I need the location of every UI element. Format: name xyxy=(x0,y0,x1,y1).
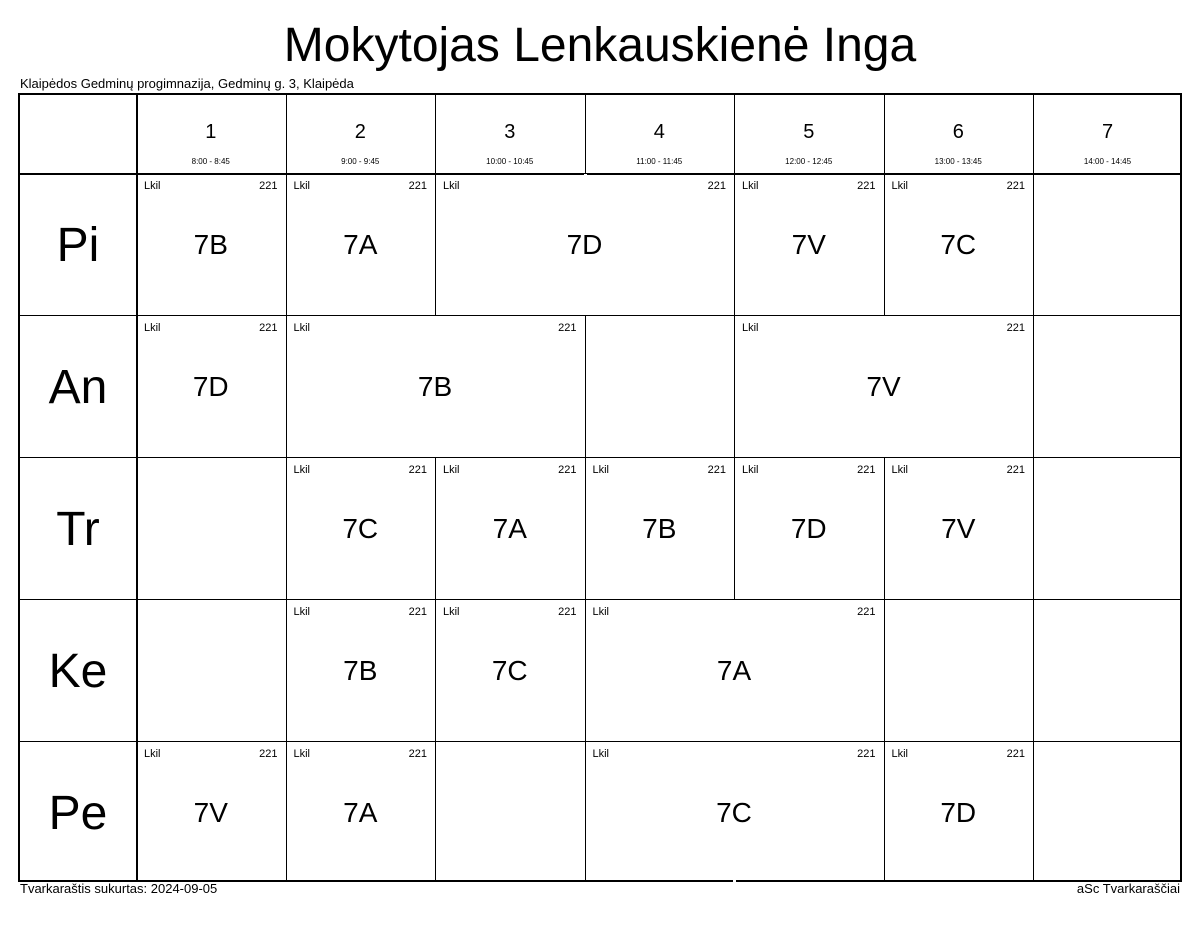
lesson-room: 221 xyxy=(408,606,427,618)
grid-vertical-line xyxy=(1033,95,1034,880)
lesson-card[interactable] xyxy=(286,599,436,741)
lesson-room: 221 xyxy=(1006,180,1025,192)
lesson-class: 7B xyxy=(193,229,228,260)
period-number: 1 xyxy=(205,121,217,143)
lesson-room: 221 xyxy=(1006,464,1025,476)
lesson-subject: Lkil xyxy=(293,464,311,476)
lesson-class: 7V xyxy=(193,797,228,828)
period-number: 4 xyxy=(653,121,665,143)
period-time: 10:00 - 10:45 xyxy=(486,157,534,166)
lesson-subject: Lkil xyxy=(891,180,909,192)
lesson-class: 7C xyxy=(940,229,977,260)
lesson-room: 221 xyxy=(857,180,876,192)
school-address: Klaipėdos Gedminų progimnazija, Gedminų g. 3, Klaipėda xyxy=(20,76,354,91)
lesson-room: 221 xyxy=(857,748,876,760)
period-number: 7 xyxy=(1101,121,1114,143)
period-time: 11:00 - 11:45 xyxy=(636,157,683,166)
lesson-card[interactable] xyxy=(286,315,585,457)
day-label: Pi xyxy=(56,219,100,272)
day-label: Ke xyxy=(48,645,108,698)
period-header xyxy=(734,95,884,173)
lesson-room: 221 xyxy=(408,464,427,476)
period-header xyxy=(136,95,286,173)
lesson-class: 7V xyxy=(941,513,976,544)
period-time: 14:00 - 14:45 xyxy=(1083,157,1132,166)
period-number: 5 xyxy=(803,121,815,143)
period-time: 13:00 - 13:45 xyxy=(934,157,982,166)
lesson-room: 221 xyxy=(1006,748,1025,760)
period-number: 3 xyxy=(504,121,516,143)
lesson-card[interactable] xyxy=(585,599,884,741)
lesson-card[interactable] xyxy=(136,173,286,315)
lesson-card[interactable] xyxy=(734,457,884,599)
lesson-class: 7C xyxy=(342,513,379,544)
lesson-subject: Lkil xyxy=(293,606,311,618)
lesson-class: 7A xyxy=(492,513,527,544)
period-time: 12:00 - 12:45 xyxy=(785,157,833,166)
lesson-room: 221 xyxy=(408,180,427,192)
lesson-card[interactable] xyxy=(435,173,734,315)
lesson-room: 221 xyxy=(558,464,577,476)
lesson-subject: Lkil xyxy=(891,464,909,476)
lesson-card[interactable] xyxy=(286,741,436,882)
lesson-subject: Lkil xyxy=(443,464,460,476)
lesson-room: 221 xyxy=(1006,322,1025,334)
lesson-room: 221 xyxy=(259,322,278,334)
day-label: Pe xyxy=(48,786,108,840)
lesson-subject: Lkil xyxy=(891,748,909,760)
lesson-room: 221 xyxy=(707,464,726,476)
lesson-room: 221 xyxy=(707,180,726,192)
lesson-class: 7B xyxy=(417,371,453,402)
lesson-room: 221 xyxy=(259,748,278,760)
lesson-subject: Lkil xyxy=(443,606,460,618)
software-brand: aSc Tvarkaraščiai xyxy=(1076,881,1180,896)
lesson-subject: Lkil xyxy=(592,748,610,760)
lesson-card[interactable] xyxy=(734,315,1033,457)
lesson-class: 7D xyxy=(192,371,229,402)
lesson-room: 221 xyxy=(857,464,876,476)
lesson-class: 7V xyxy=(791,229,826,260)
lesson-card[interactable] xyxy=(286,173,436,315)
lesson-class: 7B xyxy=(642,513,677,544)
lesson-subject: Lkil xyxy=(592,464,610,476)
lesson-room: 221 xyxy=(408,748,427,760)
lesson-subject: Lkil xyxy=(592,606,610,618)
lesson-room: 221 xyxy=(558,322,577,334)
period-header xyxy=(435,95,585,173)
lesson-card[interactable] xyxy=(585,457,735,599)
lesson-room: 221 xyxy=(259,180,278,192)
lesson-subject: Lkil xyxy=(443,180,460,192)
lesson-room: 221 xyxy=(857,606,876,618)
lesson-class: 7D xyxy=(790,513,827,544)
created-date: Tvarkaraštis sukurtas: 2024-09-05 xyxy=(20,881,218,896)
lesson-subject: Lkil xyxy=(742,322,759,334)
lesson-subject: Lkil xyxy=(293,748,311,760)
lesson-card[interactable] xyxy=(585,741,884,882)
timetable-grid xyxy=(18,93,1182,882)
lesson-subject: Lkil xyxy=(144,748,161,760)
lesson-card[interactable] xyxy=(884,173,1034,315)
period-header xyxy=(286,95,436,173)
lesson-subject: Lkil xyxy=(293,180,311,192)
lesson-subject: Lkil xyxy=(742,464,759,476)
lesson-subject: Lkil xyxy=(742,180,759,192)
lesson-class: 7V xyxy=(866,371,901,402)
lesson-class: 7D xyxy=(566,229,603,260)
lesson-card[interactable] xyxy=(435,457,585,599)
lesson-card[interactable] xyxy=(136,315,286,457)
lesson-subject: Lkil xyxy=(144,322,161,334)
lesson-room: 221 xyxy=(558,606,577,618)
lesson-subject: Lkil xyxy=(293,322,311,334)
page-title: Mokytojas Lenkauskienė Inga xyxy=(283,19,917,72)
lesson-card[interactable] xyxy=(435,599,585,741)
lesson-card[interactable] xyxy=(286,457,436,599)
lesson-class: 7A xyxy=(716,655,752,686)
day-label: Tr xyxy=(56,503,100,556)
lesson-class: 7B xyxy=(343,655,378,686)
period-time: 8:00 - 8:45 xyxy=(191,157,230,166)
day-label: An xyxy=(48,361,108,414)
lesson-class: 7C xyxy=(491,655,528,686)
period-number: 2 xyxy=(354,121,366,143)
lesson-card[interactable] xyxy=(884,741,1034,882)
lesson-card[interactable] xyxy=(884,457,1034,599)
lesson-card[interactable] xyxy=(734,173,884,315)
period-header xyxy=(585,95,735,173)
lesson-class: 7D xyxy=(940,797,977,828)
period-number: 6 xyxy=(952,121,964,143)
lesson-class: 7A xyxy=(343,797,378,828)
period-header xyxy=(1033,95,1182,173)
period-header xyxy=(884,95,1034,173)
period-time: 9:00 - 9:45 xyxy=(341,157,380,166)
lesson-class: 7C xyxy=(716,797,752,828)
lesson-subject: Lkil xyxy=(144,180,161,192)
lesson-card[interactable] xyxy=(136,741,286,882)
lesson-class: 7A xyxy=(343,229,378,260)
